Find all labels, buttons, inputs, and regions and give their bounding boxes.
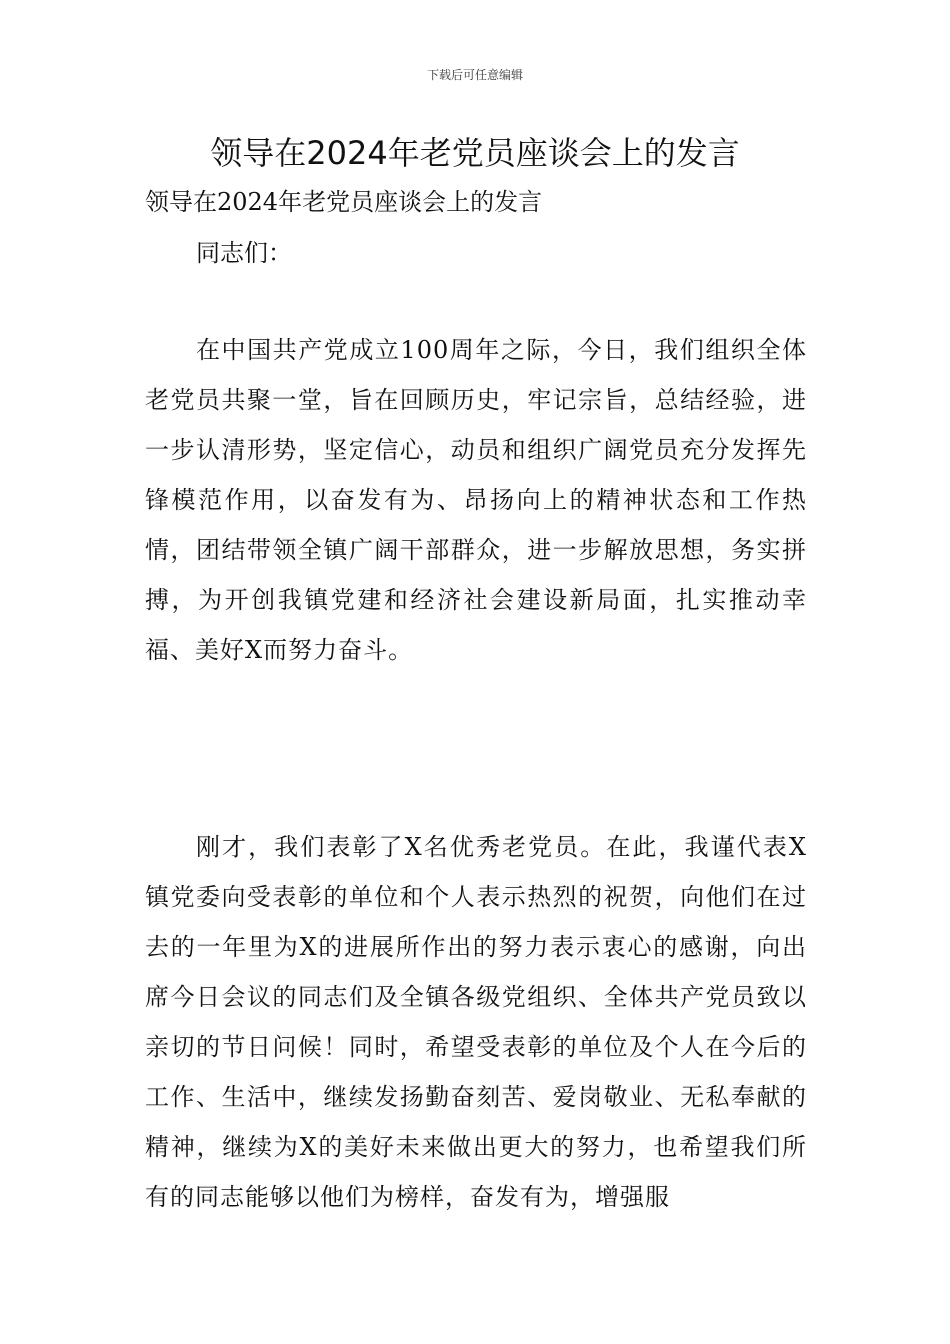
paragraph-2: 刚才，我们表彰了X名优秀老党员。在此，我谨代表X镇党委向受表彰的单位和个人表示热烈的祝贺，向他们在过去的一年里为X的进展所作出的努力表示衷心的感谢，向出席今日会议的同志们及全镇各级党组织、全体共产党员致以亲切的节日问候！同时，希望受表彰的单位及个人在今后的工作、生活中，继续发扬勤奋刻苦、爱岗敬业、无私奉献的精神，继续为X的美好未来做出更大的努力，也希望我们所有的同志能够以他们为榜样，奋发有为，增强服	[145, 833, 807, 1211]
document-title: 领导在2024年老党员座谈会上的发言	[210, 134, 740, 172]
document-subtitle: 领导在2024年老党员座谈会上的发言	[145, 188, 543, 216]
paragraph-1: 在中国共产党成立100周年之际，今日，我们组织全体老党员共聚一堂，旨在回顾历史，牢记宗旨，总结经验，进一步认清形势，坚定信心，动员和组织广阔党员充分发挥先锋模范作用，以奋发有为、昂扬向上的精神状态和工作热情，团结带领全镇广阔干部群众，进一步解放思想，务实拼搏，为开创我镇党建和经济社会建设新局面，扎实推动幸福、美好X而努力奋斗。	[145, 336, 807, 664]
header-note: 下载后可任意编辑	[426, 68, 523, 82]
salutation: 同志们：	[196, 239, 292, 267]
